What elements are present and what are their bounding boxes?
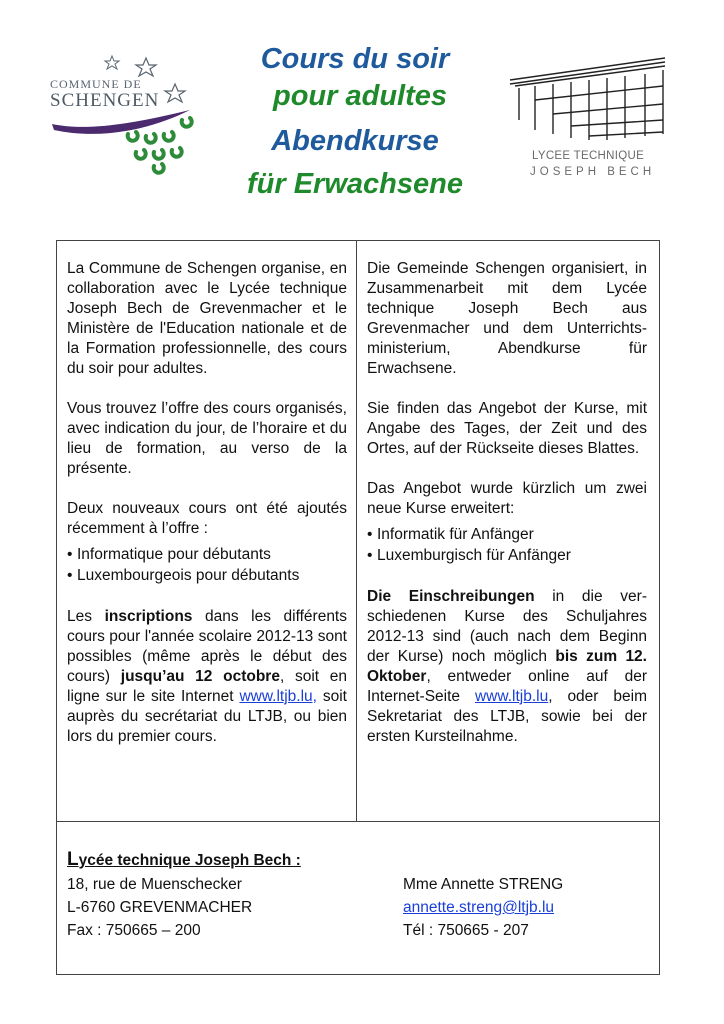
french-offer: Vous trouvez l’offre des cours organisés, avec indication du jour, de l’horaire et du lieu de formation, au verso de la présente. [67,400,347,477]
contact-person [403,873,563,942]
title-line-1: Cours du soir [260,43,450,75]
lycee-name-line-2: JOSEPH BECH [530,166,656,178]
german-new-courses: Das Angebot wurde kürzlich um zwei neue Kurse erweitert: [367,480,647,517]
grapes-stars-icon [50,52,200,187]
row-divider [57,821,659,822]
column-divider [356,241,357,822]
website-link[interactable]: www.ltjb.lu [474,688,549,705]
lycee-name-line-1: LYCEE TECHNIQUE [532,150,645,162]
german-offer: Sie finden das Angebot der Kurse, mit Angabe des Tages, der Zeit und des Ortes, auf der Rückseite dieses Blattes. [367,400,647,457]
phone-number: Tél : 750665 - 207 [403,922,529,939]
french-intro: La Commune de Schengen organise, en collaboration avec le Lycée technique Joseph Bech de Grevenmacher et le Ministère de l'Education nationale et de la Formation professionnelle, des cours du soir pour adultes. [67,260,347,377]
commune-label: COMMUNE DE [50,77,142,91]
title-line-2: pour adultes [272,80,447,112]
list-item: • Informatique pour débutants [67,546,271,563]
german-intro: Die Gemeinde Schengen organisiert, in Zusammenarbeit mit dem Lycée technique Joseph Bech aus Grevenmacher und dem Unterrichts-ministerium, Abendkurse für Erwachsene. [367,260,647,377]
contact-heading: Lycée technique Joseph Bech : [67,849,301,870]
french-course-list [67,545,347,586]
commune-schengen-logo [50,52,200,187]
german-column [367,259,647,747]
address-street: 18, rue de Muenschecker [67,876,242,893]
website-link[interactable]: www.ltjb.lu, [239,688,317,705]
french-column [67,259,347,747]
german-registration: Die Einschreibungen in die ver-schiedenen Kurse des Schuljahres 2012-13 sind (auch nach dem Beginn der Kurse) noch möglich bis zum 12. Oktober, entweder online auf der Internet-Seite www.ltjb.lu, oder beim Sekretariat des LTJB, sowie bei der ersten Kursteilnahme. [367,588,647,745]
fax-number: Fax : 750665 – 200 [67,922,201,939]
building-icon [505,50,675,145]
commune-name: SCHENGEN [50,90,160,111]
info-table [56,240,660,975]
person-name: Mme Annette STRENG [403,876,564,893]
list-item: • Luxembourgeois pour débutants [67,567,300,584]
title-line-4: für Erwachsene [247,168,463,200]
lycee-logo [505,50,675,185]
contact-address [67,873,252,942]
page-title [200,42,510,202]
list-item: • Luxemburgisch für Anfänger [367,547,571,564]
email-link[interactable]: annette.streng@ltjb.lu [403,899,555,916]
list-item: • Informatik für Anfänger [367,526,534,543]
french-registration: Les inscriptions dans les différents cours pour l'année scolaire 2012-13 sont possibles (même après le début des cours) jusqu’au 12 octobre, soit en ligne sur le site Internet www.ltjb.lu, soit auprès du secrétariat du LTJB, ou bien lors du premier cours. [67,608,348,745]
french-new-courses: Deux nouveaux cours ont été ajoutés récemment à l’offre : [67,500,347,537]
address-city: L-6760 GREVENMACHER [67,899,253,916]
german-course-list [367,525,647,566]
title-line-3: Abendkurse [271,125,439,157]
